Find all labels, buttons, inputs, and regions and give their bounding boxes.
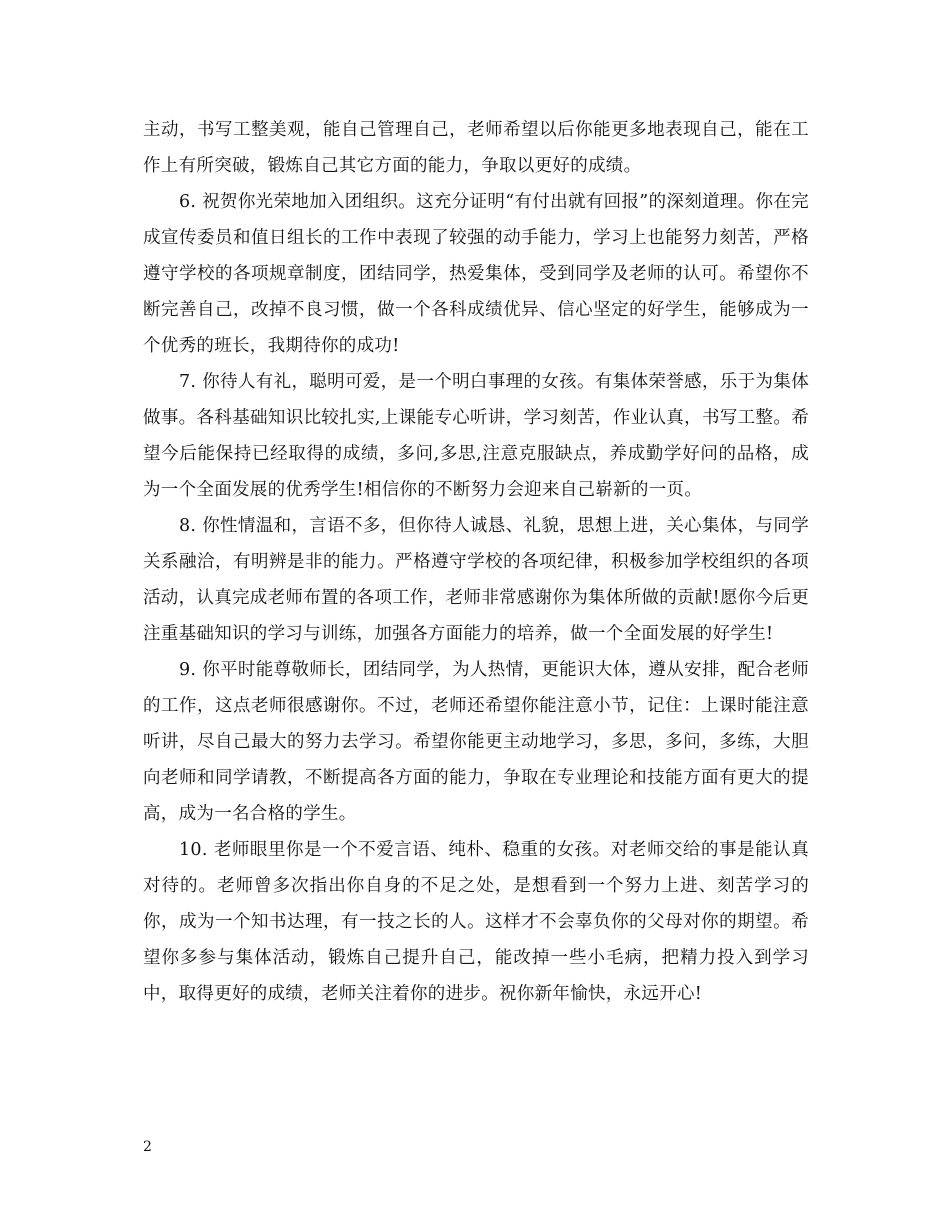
page-number: 2 [143, 1139, 152, 1155]
paragraph-comment-7: 7. 你待人有礼，聪明可爱，是一个明白事理的女孩。有集体荣誉感，乐于为集体做事。各科基础知识比较扎实,上课能专心听讲，学习刻苦，作业认真，书写工整。希望今后能保持已经取得的成绩，多问,多思,注意克服缺点，养成勤学好问的品格，成为一个全面发展的优秀学生!相信你的不断努力会迎来自己崭新的一页。 [143, 372, 809, 500]
paragraph-continuation: 主动，书写工整美观，能自己管理自己，老师希望以后你能更多地表现自己，能在工作上有所突破，锻炼自己其它方面的能力，争取以更好的成绩。 [143, 120, 809, 176]
paragraph-comment-6: 6. 祝贺你光荣地加入团组织。这充分证明“有付出就有回报”的深刻道理。你在完成宣传委员和值日组长的工作中表现了较强的动手能力，学习上也能努力刻苦，严格遵守学校的各项规章制度，团结同学，热爱集体，受到同学及老师的认可。希望你不断完善自己，改掉不良习惯，做一个各科成绩优异、信心坚定的好学生，能够成为一个优秀的班长，我期待你的成功! [143, 192, 809, 356]
document-body [143, 112, 809, 1012]
paragraph-comment-9: 9. 你平时能尊敬师长，团结同学，为人热情，更能识大体，遵从安排，配合老师的工作，这点老师很感谢你。不过，老师还希望你能注意小节，记住：上课时能注意听讲，尽自己最大的努力去学习。希望你能更主动地学习，多思，多问，多练，大胆向老师和同学请教，不断提高各方面的能力，争取在专业理论和技能方面有更大的提高，成为一名合格的学生。 [143, 660, 809, 824]
paragraph-comment-10: 10. 老师眼里你是一个不爱言语、纯朴、稳重的女孩。对老师交给的事是能认真对待的。老师曾多次指出你自身的不足之处，是想看到一个努力上进、刻苦学习的你，成为一个知书达理，有一技之长的人。这样才不会辜负你的父母对你的期望。希望你多参与集体活动，锻炼自己提升自己，能改掉一些小毛病，把精力投入到学习中，取得更好的成绩，老师关注着你的进步。祝你新年愉快，永远开心! [143, 840, 809, 1004]
paragraph-comment-8: 8. 你性情温和，言语不多，但你待人诚恳、礼貌，思想上进，关心集体，与同学关系融洽，有明辨是非的能力。严格遵守学校的各项纪律，积极参加学校组织的各项活动，认真完成老师布置的各项工作，老师非常感谢你为集体所做的贡献!愿你今后更注重基础知识的学习与训练，加强各方面能力的培养，做一个全面发展的好学生! [143, 516, 809, 644]
